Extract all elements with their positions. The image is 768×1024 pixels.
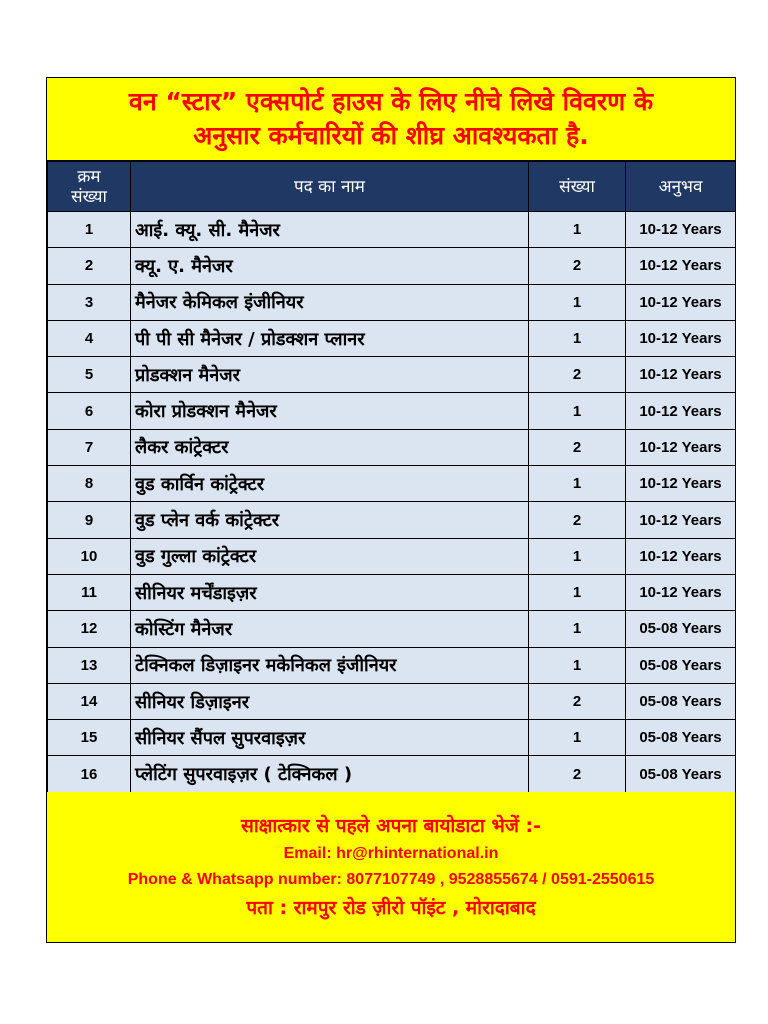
serial-cell: 3 <box>48 284 131 320</box>
experience-cell: 10-12 Years <box>626 574 736 610</box>
experience-cell: 05-08 Years <box>626 647 736 683</box>
table-row <box>48 720 736 756</box>
table-row <box>48 611 736 647</box>
col-header-count: संख्या <box>529 162 626 212</box>
phone-text: Phone & Whatsapp number: 8077107749 , 9528855674 / 0591-2550615 <box>127 871 655 888</box>
send-biodata-text: साक्षात्कार से पहले अपना बायोडाटा भेजें :- <box>240 815 542 837</box>
table-row <box>48 248 736 284</box>
table-row <box>48 320 736 356</box>
experience-cell: 10-12 Years <box>626 429 736 465</box>
col-header-experience: अनुभव <box>626 162 736 212</box>
post-name-cell: कोरा प्रोडक्शन मैनेजर <box>131 393 529 429</box>
col-header-serial: क्रम संख्या <box>48 162 131 212</box>
serial-cell: 14 <box>48 683 131 719</box>
serial-cell: 7 <box>48 429 131 465</box>
serial-cell: 16 <box>48 756 131 792</box>
count-cell: 2 <box>529 429 626 465</box>
post-name-cell: कोस्टिंग मैनेजर <box>131 611 529 647</box>
count-cell: 1 <box>529 611 626 647</box>
post-name-cell: क्यू. ए. मैनेजर <box>131 248 529 284</box>
table-row <box>48 357 736 393</box>
post-name-cell: टेक्निकल डिज़ाइनर मकेनिकल इंजीनियर <box>131 647 529 683</box>
email-text: Email: hr@rhinternational.in <box>283 845 499 862</box>
table-row <box>48 574 736 610</box>
count-cell: 1 <box>529 466 626 502</box>
count-cell: 1 <box>529 720 626 756</box>
table-header-row <box>48 162 736 212</box>
serial-cell: 9 <box>48 502 131 538</box>
post-name-cell: सीनियर सैंपल सुपरवाइज़र <box>131 720 529 756</box>
serial-cell: 1 <box>48 212 131 248</box>
count-cell: 2 <box>529 357 626 393</box>
experience-cell: 10-12 Years <box>626 502 736 538</box>
serial-cell: 15 <box>48 720 131 756</box>
job-notice <box>46 77 736 943</box>
count-cell: 1 <box>529 647 626 683</box>
vacancy-table <box>47 161 736 793</box>
post-name-cell: प्लेटिंग सुपरवाइज़र ( टेक्निकल ) <box>131 756 529 792</box>
count-cell: 1 <box>529 320 626 356</box>
table-row <box>48 212 736 248</box>
post-name-cell: पी पी सी मैनेजर / प्रोडक्शन प्लानर <box>131 320 529 356</box>
serial-cell: 4 <box>48 320 131 356</box>
address-text: पता : रामपुर रोड ज़ीरो पॉइंट , मोरादाबाद <box>246 897 536 919</box>
serial-cell: 5 <box>48 357 131 393</box>
post-name-cell: आई. क्यू. सी. मैनेजर <box>131 212 529 248</box>
experience-cell: 10-12 Years <box>626 357 736 393</box>
post-name-cell: वुड कार्विन कांट्रेक्टर <box>131 466 529 502</box>
post-name-cell: सीनियर डिज़ाइनर <box>131 683 529 719</box>
table-row <box>48 429 736 465</box>
serial-cell: 11 <box>48 574 131 610</box>
post-name-cell: वुड गुल्ला कांट्रेक्टर <box>131 538 529 574</box>
table-row <box>48 284 736 320</box>
post-name-cell: मैनेजर केमिकल इंजीनियर <box>131 284 529 320</box>
table-row <box>48 756 736 792</box>
serial-cell: 12 <box>48 611 131 647</box>
experience-cell: 05-08 Years <box>626 756 736 792</box>
table-row <box>48 502 736 538</box>
count-cell: 1 <box>529 393 626 429</box>
count-cell: 1 <box>529 538 626 574</box>
count-cell: 2 <box>529 756 626 792</box>
experience-cell: 10-12 Years <box>626 538 736 574</box>
post-name-cell: प्रोडक्शन मैनेजर <box>131 357 529 393</box>
count-cell: 1 <box>529 284 626 320</box>
header-line-2: अनुसार कर्मचारियों की शीघ्र आवश्यकता है. <box>193 121 589 150</box>
count-cell: 2 <box>529 502 626 538</box>
serial-cell: 2 <box>48 248 131 284</box>
experience-cell: 10-12 Years <box>626 212 736 248</box>
col-header-post: पद का नाम <box>131 162 529 212</box>
table-row <box>48 538 736 574</box>
experience-cell: 10-12 Years <box>626 393 736 429</box>
serial-cell: 10 <box>48 538 131 574</box>
contact-footer <box>47 792 735 942</box>
experience-cell: 10-12 Years <box>626 466 736 502</box>
table-row <box>48 393 736 429</box>
count-cell: 2 <box>529 683 626 719</box>
table-row <box>48 683 736 719</box>
post-name-cell: लैकर कांट्रेक्टर <box>131 429 529 465</box>
count-cell: 1 <box>529 212 626 248</box>
serial-cell: 8 <box>48 466 131 502</box>
experience-cell: 05-08 Years <box>626 683 736 719</box>
post-name-cell: सीनियर मर्चेंडाइज़र <box>131 574 529 610</box>
table-row <box>48 466 736 502</box>
experience-cell: 10-12 Years <box>626 320 736 356</box>
experience-cell: 10-12 Years <box>626 284 736 320</box>
serial-cell: 6 <box>48 393 131 429</box>
count-cell: 2 <box>529 248 626 284</box>
experience-cell: 05-08 Years <box>626 611 736 647</box>
post-name-cell: वुड प्लेन वर्क कांट्रेक्टर <box>131 502 529 538</box>
experience-cell: 05-08 Years <box>626 720 736 756</box>
experience-cell: 10-12 Years <box>626 248 736 284</box>
serial-cell: 13 <box>48 647 131 683</box>
table-row <box>48 647 736 683</box>
notice-header <box>47 78 735 161</box>
count-cell: 1 <box>529 574 626 610</box>
header-line-1: वन “स्टार” एक्सपोर्ट हाउस के लिए नीचे लिखे विवरण के <box>128 87 654 116</box>
